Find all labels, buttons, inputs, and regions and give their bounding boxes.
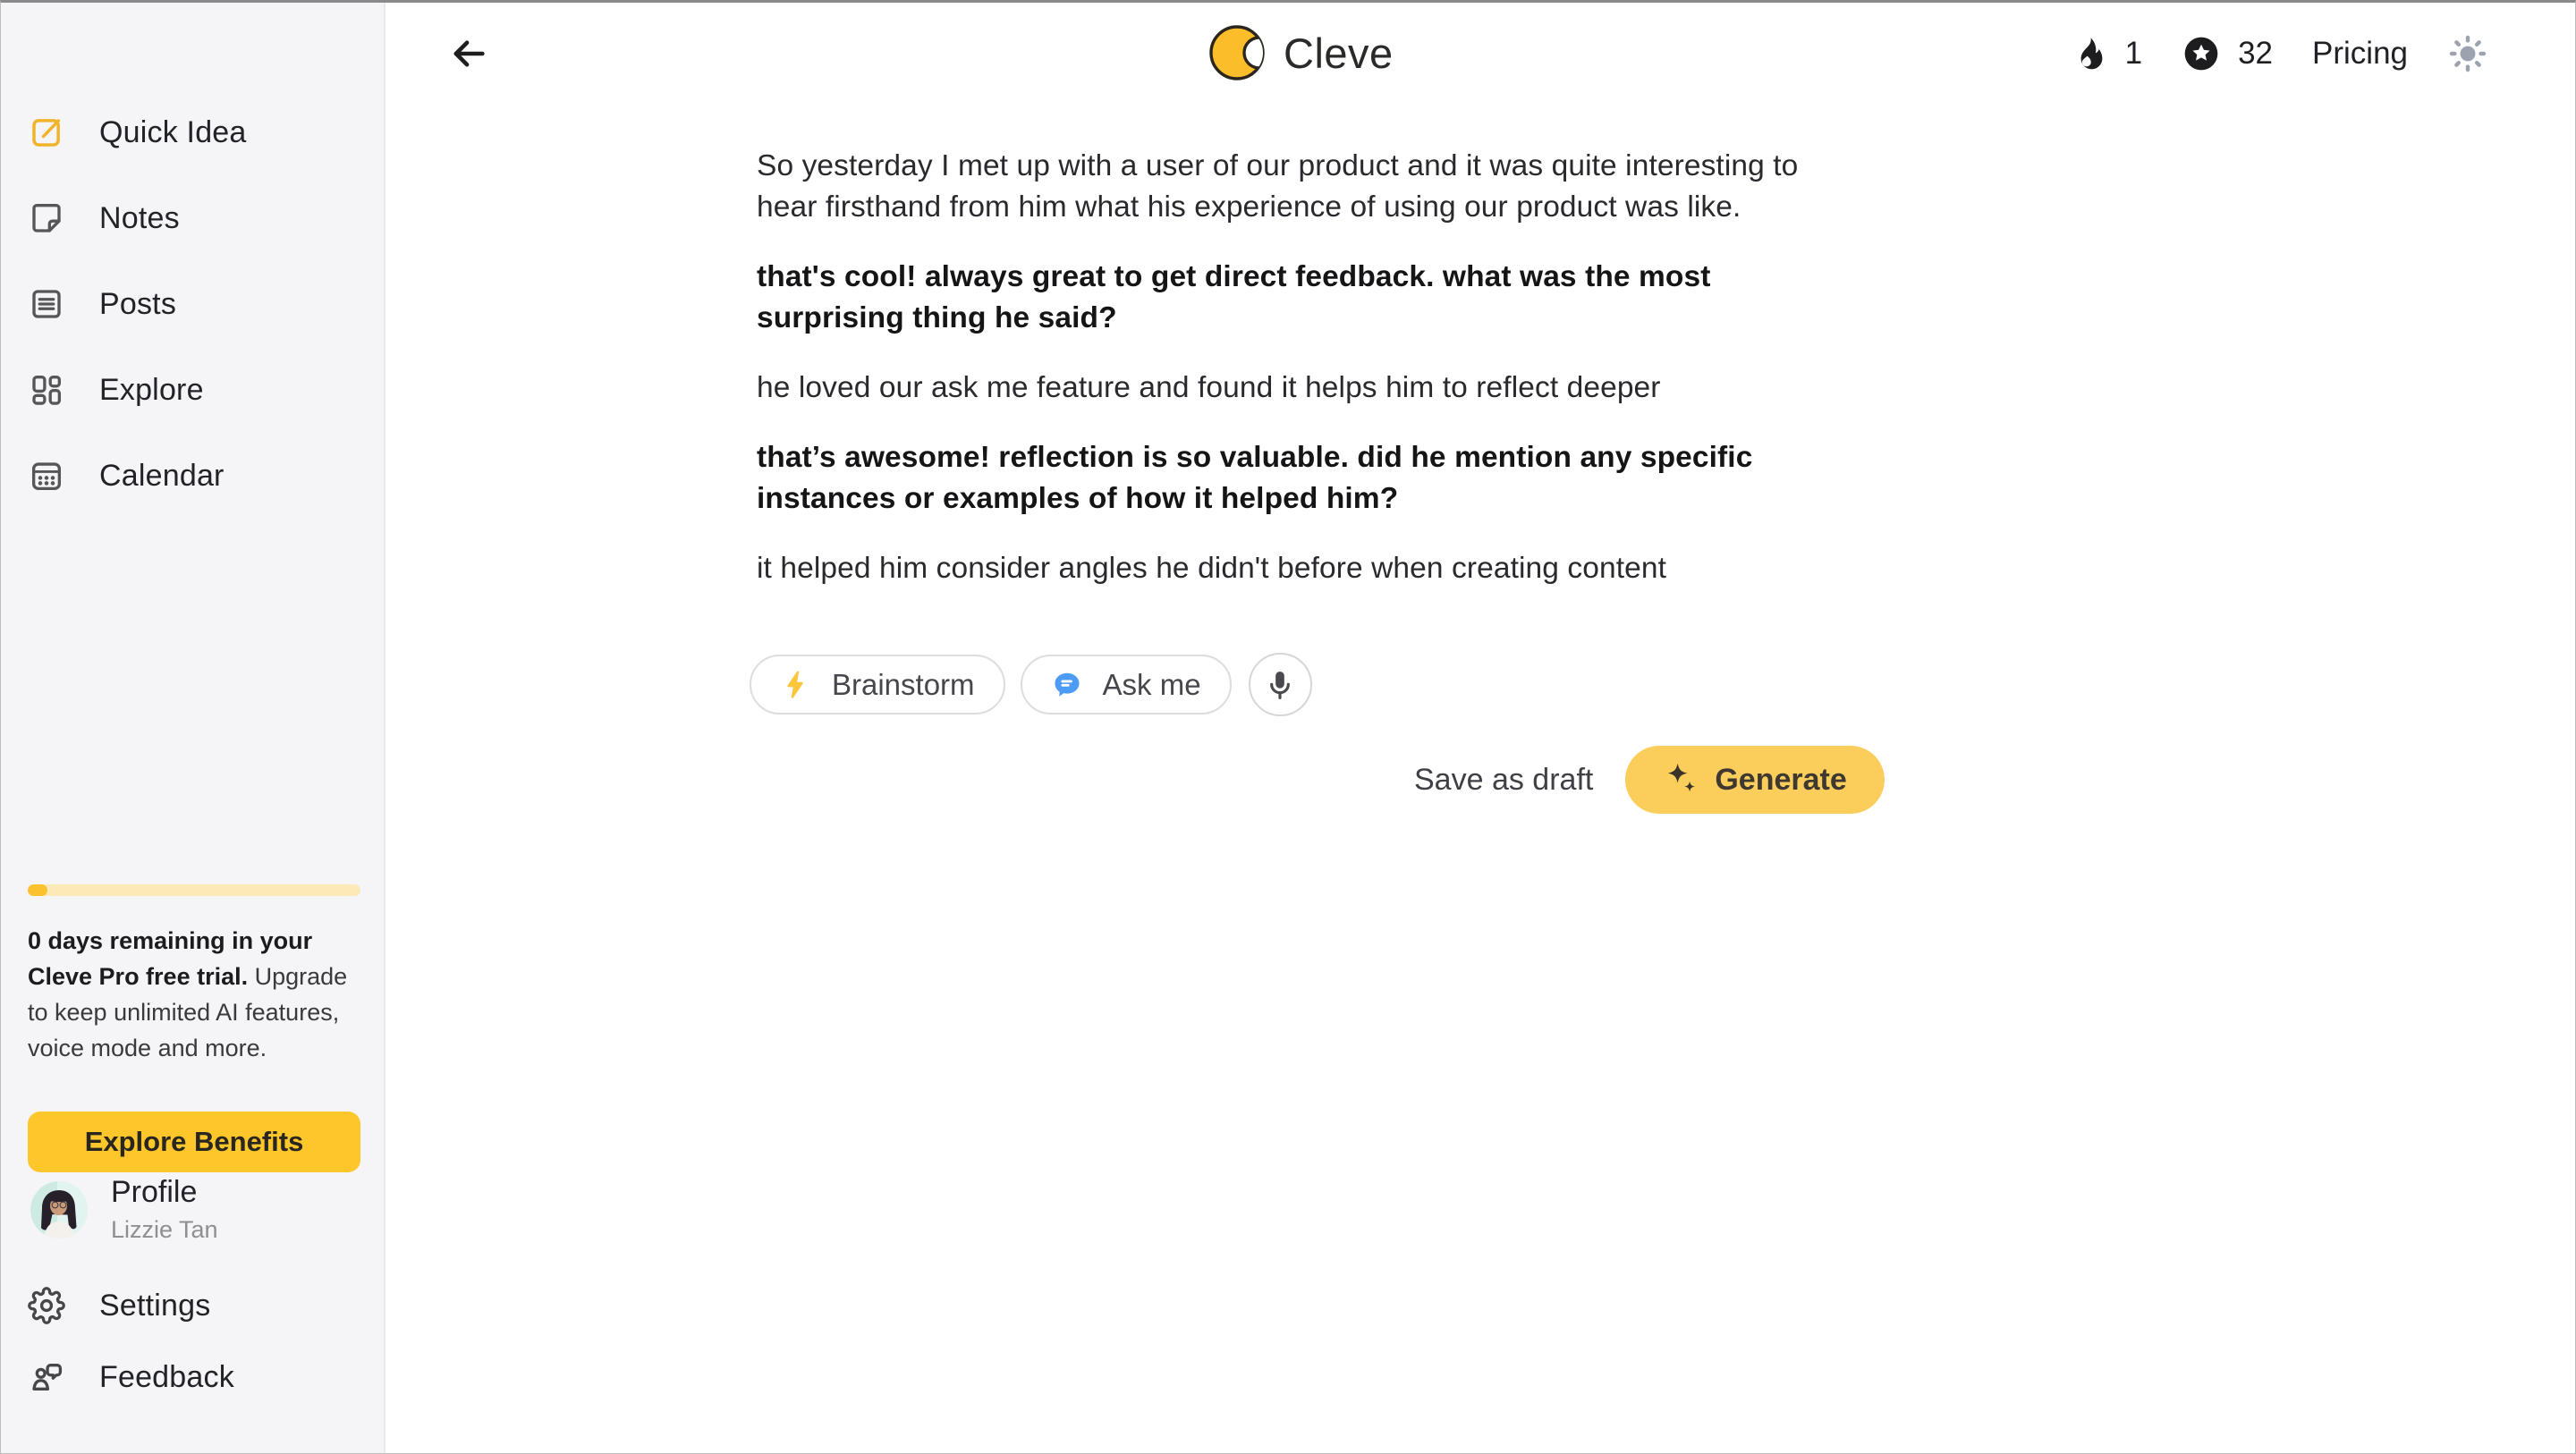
- sidebar-item-label: Settings: [99, 1288, 211, 1323]
- sidebar: [1, 3, 386, 1453]
- star-badge-icon: [2182, 34, 2221, 73]
- sidebar-item-calendar[interactable]: [28, 451, 366, 501]
- cleve-moon-icon: [1208, 22, 1269, 83]
- chat-bubble-icon: [1051, 669, 1083, 701]
- sidebar-item-posts[interactable]: [28, 279, 366, 329]
- profile-label: Profile: [111, 1175, 198, 1209]
- sidebar-item-label: Notes: [99, 200, 180, 235]
- header-right: [2069, 3, 2488, 105]
- lightning-bolt-icon: [780, 669, 812, 701]
- document-icon: [28, 285, 65, 323]
- trial-progress-fill: [28, 884, 47, 896]
- trial-body: Upgrade to keep unlimited AI features, voice mode and more.: [28, 963, 348, 1061]
- message-ai: that's cool! always great to get direct feedback. what was the most surprising thing he said?: [757, 260, 1711, 334]
- theme-toggle-button[interactable]: [2447, 33, 2488, 74]
- profile-item[interactable]: [30, 1175, 218, 1244]
- grid-dashboard-icon: [28, 371, 65, 409]
- stars-count: 32: [2238, 36, 2274, 71]
- generate-label: Generate: [1715, 762, 1847, 797]
- trial-banner: [28, 884, 360, 1172]
- ask-me-button[interactable]: [1021, 655, 1232, 714]
- sun-icon: [2447, 33, 2488, 74]
- sidebar-footer-nav: [28, 1281, 234, 1402]
- profile-name: Lizzie Tan: [111, 1216, 218, 1243]
- voice-input-button[interactable]: [1249, 653, 1312, 716]
- stars-counter[interactable]: [2182, 34, 2273, 73]
- back-button[interactable]: [437, 24, 500, 83]
- sidebar-item-label: Calendar: [99, 458, 225, 493]
- brainstorm-button[interactable]: [750, 655, 1005, 714]
- composer-toolbar: [750, 653, 1312, 716]
- message-ai: that’s awesome! reflection is so valuable. did he mention any specific instances or examples of how it helped him?: [757, 441, 1753, 515]
- sidebar-item-label: Feedback: [99, 1359, 234, 1394]
- edit-square-icon: [28, 114, 65, 151]
- person-chat-icon: [28, 1358, 65, 1396]
- main-content: [386, 3, 2575, 1453]
- pricing-link[interactable]: Pricing: [2312, 36, 2408, 71]
- sidebar-item-quick-idea[interactable]: [28, 107, 366, 157]
- brand-logo[interactable]: [1208, 22, 1394, 83]
- explore-benefits-button[interactable]: Explore Benefits: [28, 1112, 360, 1172]
- sidebar-item-label: Posts: [99, 286, 177, 321]
- calendar-icon: [28, 457, 65, 495]
- arrow-left-icon: [448, 33, 489, 74]
- brainstorm-label: Brainstorm: [832, 667, 975, 701]
- trial-headline: 0 days remaining in your Cleve Pro free trial.: [28, 927, 313, 990]
- ask-me-label: Ask me: [1102, 667, 1201, 701]
- sidebar-item-notes[interactable]: [28, 193, 366, 243]
- avatar: [30, 1181, 88, 1238]
- microphone-icon: [1262, 667, 1298, 703]
- editor-actions: [1414, 746, 1885, 814]
- streak-counter[interactable]: [2069, 34, 2142, 73]
- note-editor[interactable]: [757, 146, 1857, 618]
- brand-name: Cleve: [1284, 29, 1394, 77]
- note-icon: [28, 199, 65, 237]
- trial-text: [28, 923, 360, 1066]
- flame-icon: [2069, 34, 2108, 73]
- trial-progress-bar: [28, 884, 360, 896]
- gear-icon: [28, 1287, 65, 1324]
- message-user: it helped him consider angles he didn't before when creating content: [757, 552, 1666, 585]
- sidebar-item-label: Explore: [99, 372, 204, 407]
- sidebar-item-label: Quick Idea: [99, 114, 247, 149]
- sparkles-icon: [1663, 761, 1700, 799]
- generate-button[interactable]: [1625, 746, 1884, 814]
- message-user: So yesterday I met up with a user of our product and it was quite interesting to hear firsthand from him what his experience of using our product was like.: [757, 149, 1799, 224]
- sidebar-nav: [28, 107, 366, 501]
- sidebar-item-explore[interactable]: [28, 365, 366, 415]
- sidebar-item-settings[interactable]: [28, 1281, 234, 1331]
- streak-count: 1: [2124, 36, 2143, 71]
- sidebar-item-feedback[interactable]: [28, 1352, 234, 1402]
- message-user: he loved our ask me feature and found it helps him to reflect deeper: [757, 371, 1661, 404]
- save-as-draft-button[interactable]: Save as draft: [1414, 762, 1594, 797]
